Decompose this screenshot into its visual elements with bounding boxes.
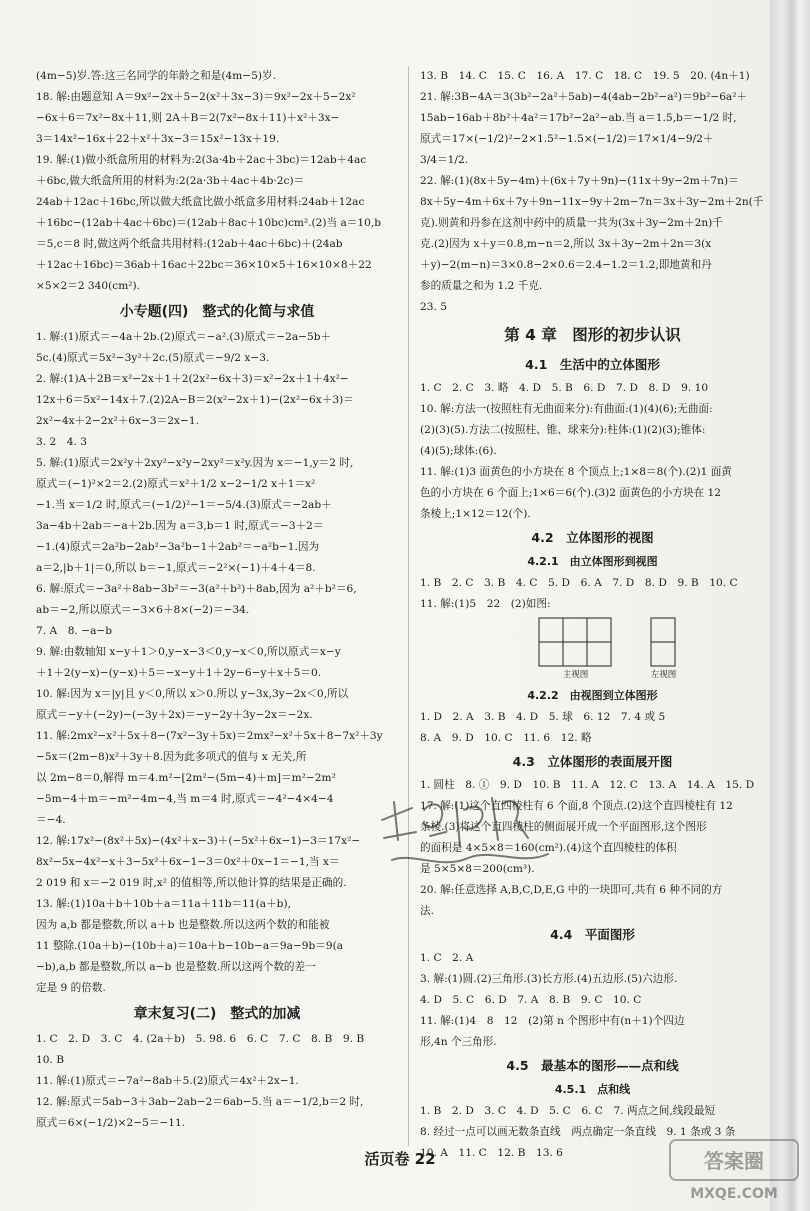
answer-line: (4m−5)岁.答:这三名同学的年龄之和是(4m−5)岁. (36, 70, 276, 82)
answer-line: 8. 经过一点可以画无数条直线 两点确定一条直线 9. 1 条或 3 条 (420, 1126, 736, 1138)
answer-line: 原式＝−y＋(−2y)−(−3y＋2x)＝−y−2y＋3y−2x＝−2x. (36, 709, 313, 721)
answer-line: 是 5×5×8＝200(cm³). (420, 863, 535, 875)
answer-line: (2)(3)(5).方法二(按照柱、锥、球来分):柱体:(1)(2)(3);锥体: (420, 424, 706, 436)
left-view-grid (650, 617, 678, 669)
answer-line: 9. 解:由数轴知 x−y＋1＞0,y−x−3＜0,y−x＜0,所以原式＝x−y (36, 646, 341, 658)
answer-line: ＋12ac＋16bc)＝36ab＋16ac＋22bc＝36×10×5＋16×10×8＋22 (36, 259, 372, 271)
section-heading-4-3: 4.3 立体图形的表面展开图 (512, 754, 673, 769)
front-view-grid (538, 617, 614, 669)
answers-4-2-2 (420, 707, 765, 749)
left-answers-special-topic (36, 327, 398, 999)
answers-4-4 (420, 948, 765, 1053)
answer-line: 以 2m−8＝0,解得 m＝4.m²−[2m²−(5m−4)＋m]＝m²−2m² (36, 772, 336, 784)
answer-line: 1. C 2. A (420, 952, 474, 964)
answer-line: 8. A 9. D 10. C 11. 6 12. 略 (420, 732, 592, 744)
answer-line: 2. 解:(1)A＋2B＝x²−2x＋1＋2(2x²−6x＋3)＝x²−2x＋1＋4x²− (36, 373, 349, 385)
answer-line: 2 019 和 x＝−2 019 时,x² 的值相等,所以他计算的结果是正确的. (36, 877, 347, 889)
section-heading-4-2: 4.2 立体图形的视图 (531, 530, 654, 545)
answer-line: 13. B 14. C 15. C 16. A 17. C 18. C 19. 5 20. (4n＋1) (420, 70, 750, 82)
answer-line: 12x＋6＝5x²−14x＋7.(2)2A−B＝2(x²−2x＋1)−(2x²−6x＋3)＝ (36, 394, 354, 406)
answer-line: 1. 圆柱 8. ① 9. D 10. B 11. A 12. C 13. A 14. A 15. D (420, 779, 755, 791)
front-view-caption: 主视图 (562, 670, 589, 680)
answer-line: ×5×2＝2 340(cm²). (36, 280, 141, 292)
site-watermark (668, 1136, 800, 1206)
answer-line: ＝−4. (36, 814, 66, 826)
answer-line: −b),a,b 都是整数,所以 a−b 也是整数.所以这两个数的差一 (36, 961, 316, 973)
page-footer: 活页卷 22 (364, 1150, 436, 1168)
answer-line: 18. 解:由题意知 A＝9x²−2x＋5−2(x²＋3x−3)＝9x²−2x＋5−2x² (36, 91, 356, 103)
answer-line: 5. 解:(1)原式＝2x²y＋2xy²−x²y−2xy²＝x²y.因为 x＝−1,y＝2 时, (36, 457, 354, 469)
answer-line: 24ab＋12ac＋16bc,所以做大纸盒比做小纸盒多用材料:24ab＋12ac (36, 196, 365, 208)
left-view (650, 617, 678, 681)
answers-4-1 (420, 378, 765, 525)
answer-line: 3/4＝1/2. (420, 154, 469, 166)
answer-line: 3. 解:(1)圆.(2)三角形.(3)长方形.(4)五边形.(5)六边形. (420, 973, 678, 985)
section-heading-4-5: 4.5 最基本的图形——点和线 (506, 1058, 679, 1073)
answer-line: 1. D 2. A 3. B 4. D 5. 球 6. 12 7. 4 或 5 (420, 711, 666, 723)
answers-4-2-1 (420, 573, 765, 615)
answer-line: 22. 解:(1)(8x＋5y−4m)＋(6x＋7y＋9n)−(11x＋9y−2m＋7n)＝ (420, 175, 739, 187)
answer-line: −1.当 x＝1/2 时,原式＝(−1/2)²−1＝−5/4.(3)原式＝−2ab＋ (36, 499, 332, 511)
chapter-title: 第 4 章 图形的初步认识 (504, 326, 681, 344)
answer-line: ab＝−2,所以原式＝−3×6＋8×(−2)＝−34. (36, 604, 250, 616)
answer-line: 克.(2)因为 x＋y＝0.8,m−n＝2,所以 3x＋3y−2m＋2n＝3(x (420, 238, 712, 250)
answer-line: 条棱.(3)将这个直四棱柱的侧面展开成一个平面图形,这个图形 (420, 821, 707, 833)
answer-line: ＋y)−2(m−n)＝3×0.8−2×0.6＝2.4−1.2＝1.2,即地黄和丹 (420, 259, 712, 271)
answer-line: a＝2,|b＋1|＝0,所以 b＝−1,原式＝−2²×(−1)＋4＋4＝8. (36, 562, 316, 574)
answer-line: 8x²−5x−4x²−x＋3−5x²＋6x−1−3＝0x²＋0x−1＝−1,当 x＝ (36, 856, 340, 868)
answer-line: 4. D 5. C 6. D 7. A 8. B 9. C 10. C (420, 994, 642, 1006)
section-heading-special-topic: 小专题(四) 整式的化简与求值 (119, 304, 315, 320)
section-heading-chapter-review: 章末复习(二) 整式的加减 (133, 1006, 301, 1022)
answer-line: 10. 解:因为 x＝|y|且 y＜0,所以 x＞0.所以 y−3x,3y−2x＜0,所以 (36, 688, 349, 700)
answer-line: 20. 解:任意选择 A,B,C,D,E,G 中的一块即可,共有 6 种不同的方 (420, 884, 723, 896)
answer-line: 克).则黄和丹参在这剂中药中的质量一共为(3x＋3y−2m＋2n)千 (420, 217, 723, 229)
left-answers-continued (36, 66, 398, 297)
answer-line: 11. 解:(1)原式＝−7a²−8ab＋5.(2)原式＝4x²＋2x−1. (36, 1075, 299, 1087)
answer-line: 11. 解:(1)3 面黄色的小方块在 8 个顶点上;1×8＝8(个).(2)1 面黄 (420, 466, 732, 478)
right-column (420, 66, 765, 1164)
answer-line: 色的小方块在 6 个面上;1×6＝6(个).(3)2 面黄色的小方块在 12 (420, 487, 722, 499)
answer-line: 的面积是 4×5×8＝160(cm²).(4)这个直四棱柱的体积 (420, 842, 677, 854)
answer-line: 7. A 8. −a−b (36, 625, 113, 637)
watermark-text-en: MXQE.COM (690, 1186, 778, 1202)
left-view-caption: 左视图 (650, 670, 677, 680)
section-heading-4-1: 4.1 生活中的立体图形 (525, 357, 660, 372)
answer-line: 5c.(4)原式＝5x²−3y²＋2c.(5)原式＝−9/2 x−3. (36, 352, 270, 364)
answer-line: 1. C 2. C 3. 略 4. D 5. B 6. D 7. D 8. D 9. 10 (420, 382, 709, 394)
three-view-figure (450, 617, 765, 681)
answer-line: 原式＝(−1)²×2＝2.(2)原式＝x²＋1/2 x−2−1/2 x＋1＝x² (36, 478, 316, 490)
right-answers-continued (420, 66, 765, 318)
answer-line: −5x＝(2m−8)x²＋3y＋8.因为此多项式的值与 x 无关,所 (36, 751, 307, 763)
answer-line: 条棱上;1×12＝12(个). (420, 508, 531, 520)
answer-line: 6. 解:原式＝−3a²＋8ab−3b²＝−3(a²＋b²)＋8ab,因为 a²＋b²＝6, (36, 583, 357, 595)
answer-line: 原式＝17×(−1/2)²−2×1.5²−1.5×(−1/2)＝17×1/4−9/2＋ (420, 133, 714, 145)
answer-line: 1. B 2. C 3. B 4. C 5. D 6. A 7. D 8. D 9. B 10. C (420, 577, 738, 589)
answer-line: (4)(5);球体:(6). (420, 445, 497, 457)
answer-line: 参的质量之和为 1.2 千克. (420, 280, 543, 292)
section-heading-4-2-1: 4.2.1 由立体图形到视图 (527, 555, 658, 568)
answer-line: 3a−4b＋2ab＝−a＋2b.因为 a＝3,b＝1 时,原式＝−3＋2＝ (36, 520, 324, 532)
answer-line: −5m−4＋m＝−m²−4m−4,当 m＝4 时,原式＝−4²−4×4−4 (36, 793, 334, 805)
answer-line: 原式＝6×(−1/2)×2−5＝−11. (36, 1117, 186, 1129)
answer-line: −6x＋6＝7x²−8x＋11,则 2A＋B＝2(7x²−8x＋11)＋x²＋3x− (36, 112, 340, 124)
handwritten-stamp (372, 780, 562, 890)
answer-line: 形,4n 个三角形. (420, 1036, 497, 1048)
left-answers-chapter-review (36, 1029, 398, 1134)
answer-line: 11. 解:(1)5 22 (2)如图: (420, 598, 551, 610)
answer-line: ＋1＋2(y−x)−(y−x)＋5＝−x−y＋1＋2y−6−y＋x＋5＝0. (36, 667, 322, 679)
section-heading-4-4: 4.4 平面图形 (550, 927, 635, 942)
answer-line: 定是 9 的倍数. (36, 982, 106, 994)
binding-gutter (770, 0, 810, 1211)
answer-line: ＋16bc−(12ab＋4ac＋6bc)＝(12ab＋8ac＋10bc)cm².(2)当 a＝10,b (36, 217, 382, 229)
answer-line: 17. 解:(1)这个直四棱柱有 6 个面,8 个顶点.(2)这个直四棱柱有 12 (420, 800, 733, 812)
answer-line: 3. 2 4. 3 (36, 436, 88, 448)
answer-line: 12. 解:原式＝5ab−3＋3ab−2ab−2＝6ab−5.当 a＝−1/2,b＝2 时, (36, 1096, 364, 1108)
left-column (36, 66, 398, 1134)
answer-line: 13. 解:(1)10a＋b＋10b＋a＝11a＋11b＝11(a＋b), (36, 898, 291, 910)
answer-line: 1. C 2. D 3. C 4. (2a＋b) 5. 98. 6 6. C 7. C 8. B 9. B (36, 1033, 365, 1045)
answer-line: −1.(4)原式＝2a²b−2ab²−3a²b−1＋2ab²＝−a²b−1.因为 (36, 541, 320, 553)
answer-line: 10. B (36, 1054, 64, 1066)
answer-line: 10. 解:方法一(按照柱有无曲面来分):有曲面:(1)(4)(6);无曲面: (420, 403, 713, 415)
answer-line: 21. 解:3B−4A＝3(3b²−2a²＋5ab)−4(4ab−2b²−a²)＝9b²−6a²＋ (420, 91, 748, 103)
answer-line: 11. 解:2mx²−x²＋5x＋8−(7x²−3y＋5x)＝2mx²−x²＋5x＋8−7x²＋3y (36, 730, 383, 742)
front-view (538, 617, 614, 681)
answer-line: 1. B 2. D 3. C 4. D 5. C 6. C 7. 两点之间,线段最短 (420, 1105, 716, 1117)
answer-line: 11. 解:(1)4 8 12 (2)第 n 个图形中有(n＋1)个四边 (420, 1015, 685, 1027)
answer-line: ＋6bc,做大纸盒所用的材料为:2(2a·3b＋4ac＋4b·2c)＝ (36, 175, 305, 187)
answer-line: 15ab−16ab＋8b²＋4a²＝17b²−2a²−ab.当 a＝1.5,b＝−1/2 时, (420, 112, 737, 124)
section-heading-4-2-2: 4.2.2 由视图到立体图形 (527, 689, 658, 702)
answer-line: 3＝14x²−16x＋22＋x²＋3x−3＝15x²−13x＋19. (36, 133, 280, 145)
answer-line: 23. 5 (420, 301, 447, 313)
answer-line: 1. 解:(1)原式＝−4a＋2b.(2)原式＝−a².(3)原式＝−2a−5b＋ (36, 331, 332, 343)
answer-line: 11 整除.(10a＋b)−(10b＋a)＝10a＋b−10b−a＝9a−9b＝9(a (36, 940, 344, 952)
answer-line: 10. A 11. C 12. B 13. 6 (420, 1147, 563, 1159)
answer-line: ＝5,c＝8 时,做这两个纸盒共用材料:(12ab＋4ac＋6bc)＋(24ab (36, 238, 343, 250)
answer-line: 因为 a,b 都是整数,所以 a＋b 也是整数.所以这两个数的和能被 (36, 919, 330, 931)
answer-line: 19. 解:(1)做小纸盒所用的材料为:2(3a·4b＋2ac＋3bc)＝12ab＋4ac (36, 154, 367, 166)
answer-line: 12. 解:17x²−(8x²＋5x)−(4x²＋x−3)＋(−5x²＋6x−1)−3＝17x²− (36, 835, 361, 847)
answer-line: 法. (420, 905, 434, 917)
answer-line: 2x²−4x＋2−2x²＋6x−3＝2x−1. (36, 415, 199, 427)
column-divider (408, 66, 409, 1146)
section-heading-4-5-1: 4.5.1 点和线 (554, 1083, 631, 1096)
watermark-text-cn: 答案圈 (704, 1149, 764, 1173)
answer-line: 8x＋5y−4m＋6x＋7y＋9n−11x−9y＋2m−7n＝3x＋3y−2m＋2n(千 (420, 196, 764, 208)
